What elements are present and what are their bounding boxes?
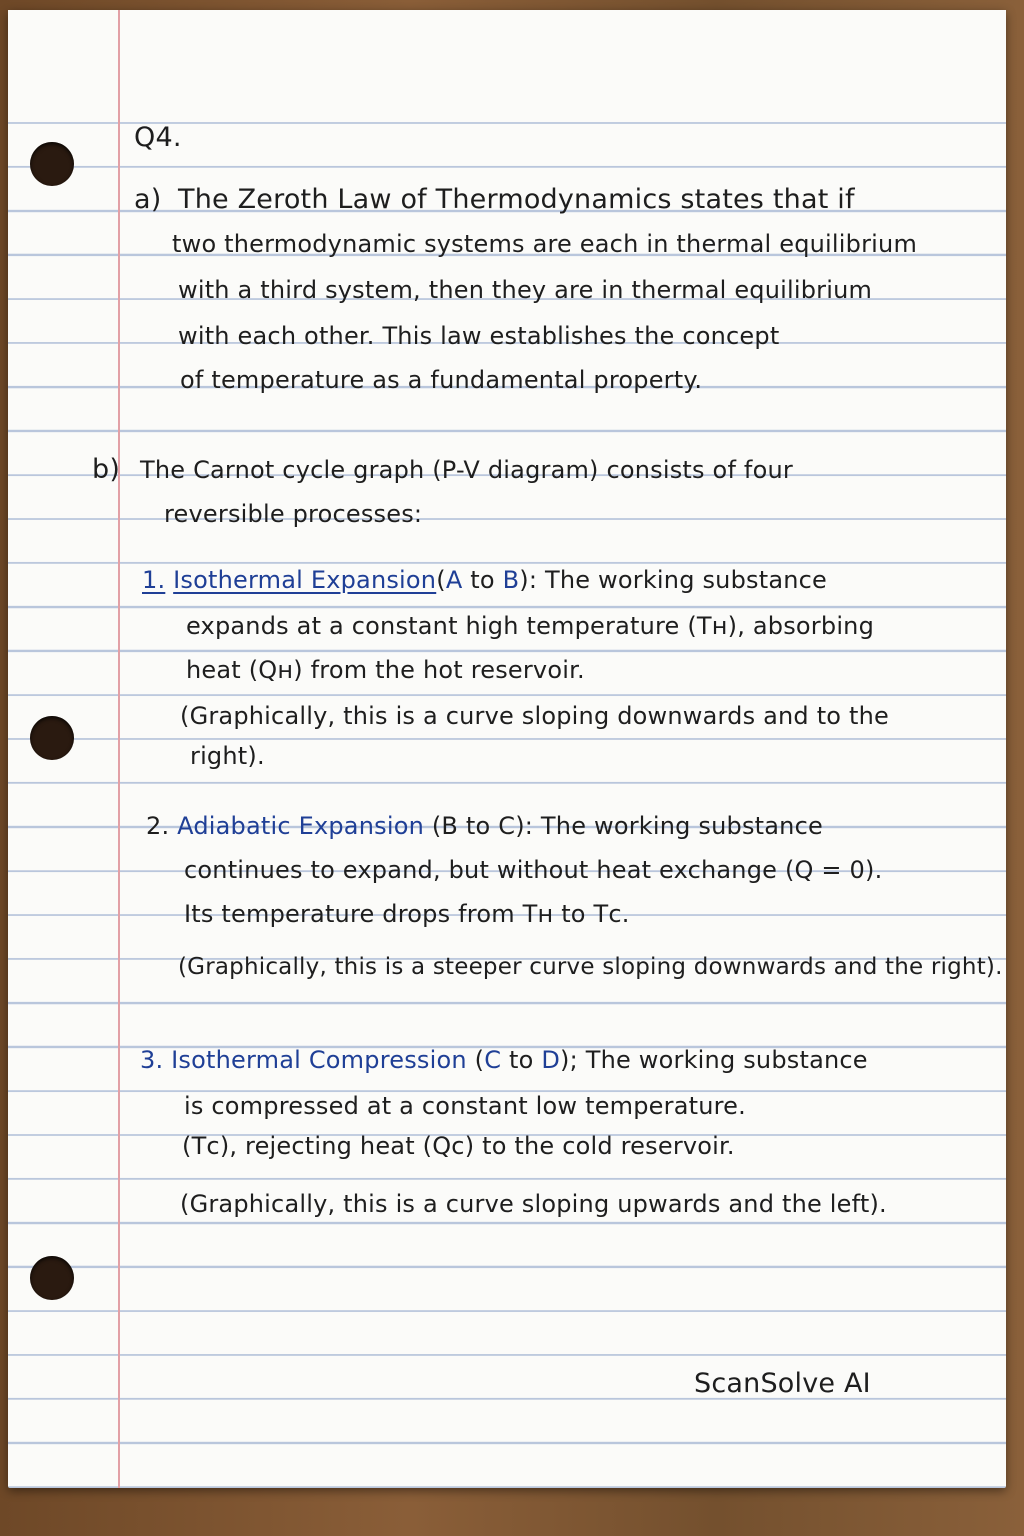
process-2-heading: 2. Adiabatic Expansion (B to C): The working substance [146,812,823,840]
process-1-first-line-rest: The working substance [544,566,827,594]
part-b-label: b) [92,454,121,485]
part-a-line: of temperature as a fundamental property. [180,366,703,394]
process-2-line: continues to expand, but without heat exchange (Q = 0). [184,856,883,884]
point-d: D [541,1046,561,1074]
process-2-note: (Graphically, this is a steeper curve sloping downwards and the right). [178,954,1003,980]
point-b: B [502,566,520,594]
process-3-line: is compressed at a constant low temperature. [184,1092,746,1120]
margin-line [118,10,120,1488]
point-c: C [498,812,516,840]
process-3-first-line-rest: The working substance [585,1046,868,1074]
punch-hole-bottom [30,1256,74,1300]
process-3-heading: 3. Isothermal Compression (C to D); The working substance [140,1046,868,1074]
part-b-intro-line: reversible processes: [164,500,423,528]
process-1-note: right). [190,742,265,770]
part-b-intro-line: The Carnot cycle graph (P-V diagram) consists of four [140,456,793,484]
point-b: B [441,812,459,840]
page-header-blank [8,10,1006,110]
part-a-line: with a third system, then they are in thermal equilibrium [178,276,873,304]
process-2-title: Adiabatic Expansion [177,812,424,840]
process-2-number: 2. [146,812,170,840]
process-3-number: 3. [140,1046,164,1074]
process-3-line: (Tᴄ), rejecting heat (Qᴄ) to the cold reservoir. [182,1132,735,1160]
process-1-line: heat (Qʜ) from the hot reservoir. [186,656,585,684]
process-3-note: (Graphically, this is a curve sloping upwards and the left). [180,1190,887,1218]
part-a-line: with each other. This law establishes the concept [178,322,780,350]
question-number: Q4. [134,122,182,153]
process-1-line: expands at a constant high temperature (Tʜ), absorbing [186,612,875,640]
part-a-line: two thermodynamic systems are each in thermal equilibrium [172,230,918,258]
signature: ScanSolve AI [694,1368,871,1399]
process-2-first-line-rest: The working substance [540,812,823,840]
point-c: C [484,1046,502,1074]
process-1-title: Isothermal Expansion [173,566,437,594]
part-a-label: a) [134,184,162,215]
process-1-note: (Graphically, this is a curve sloping downwards and to the [180,702,890,730]
punch-hole-top [30,142,74,186]
process-1-heading: 1. Isothermal Expansion(A to B): The working substance [142,566,827,594]
part-a-line: The Zeroth Law of Thermodynamics states that if [178,184,855,215]
process-3-title: Isothermal Compression [171,1046,467,1074]
punch-hole-middle [30,716,74,760]
process-1-number: 1. [142,566,166,594]
point-a: A [445,566,463,594]
process-2-line: Its temperature drops from Tʜ to Tᴄ. [184,900,630,928]
